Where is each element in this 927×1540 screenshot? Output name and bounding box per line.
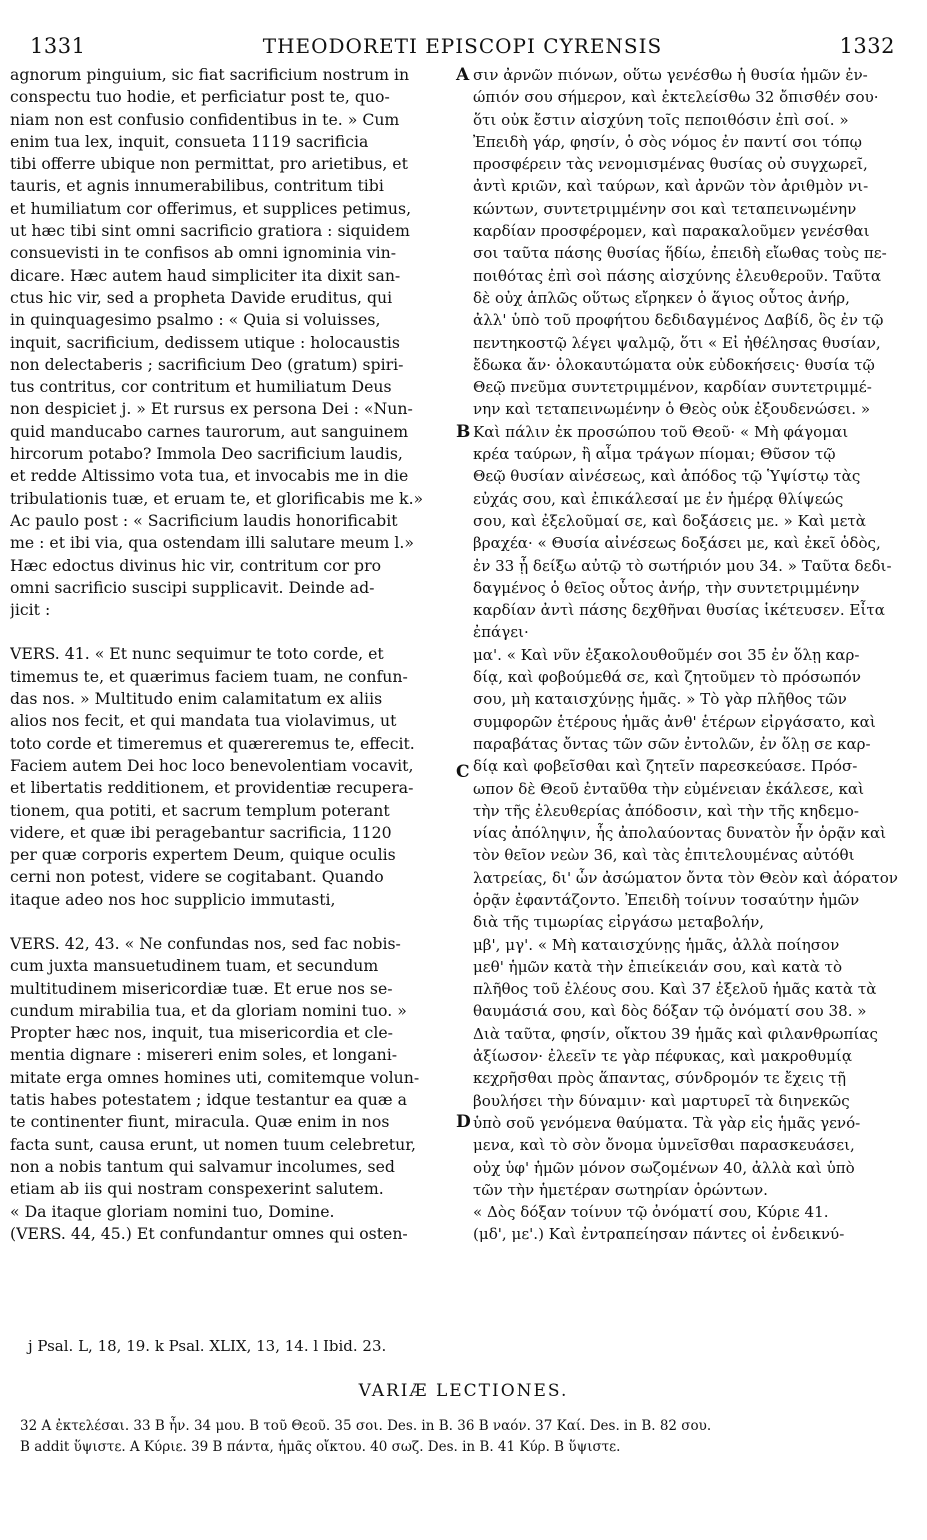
page-number-right: 1332 <box>839 34 895 58</box>
latin-text-line: agnorum pinguium, sic fiat sacrificium nostrum in <box>10 65 410 84</box>
greek-text-line: συμφορῶν ἑτέρους ἡμᾶς ἀνθ' ἑτέρων εἰργάσατο, καὶ <box>473 712 876 731</box>
greek-text-line: ἐν 33 ᾗ δείξω αὐτῷ τὸ σωτήριόν μου 34. » Ταῦτα δεδι- <box>473 556 892 575</box>
greek-text-line: προσφέρειν τὰς νενομισμένας θυσίας οὐ συγχωρεῖ, <box>473 155 868 174</box>
greek-text-line: μεθ' ἡμῶν κατὰ τὴν ἐπιείκειάν σου, καὶ κατὰ τὸ <box>473 957 843 976</box>
latin-text-line: Faciem autem Dei hoc loco benevolentiam vocavit, <box>10 755 414 775</box>
latin-text-line: tionem, qua potiti, et sacrum templum poterant <box>10 800 390 820</box>
greek-text-line: (μδ', με'.) Καὶ ἐντραπείησαν πάντες οἱ ἐνδεικνύ- <box>473 1225 845 1244</box>
paragraph-gap <box>10 911 462 933</box>
variae-lectiones <box>20 1416 900 1458</box>
latin-text-line: jicit : <box>10 600 51 620</box>
greek-text-line: ἔδωκα ἄν· ὁλοκαυτώματα οὐκ εὐδοκήσεις· θυσία τῷ <box>473 355 875 374</box>
greek-text-line: βουλήσει τὴν δύναμιν· καὶ μαρτυρεῖ τὰ διηνεκῶς <box>473 1091 850 1110</box>
latin-text-line: ctus hic vir, sed a propheta Davide eruditus, qui <box>10 287 393 307</box>
latin-text-line: « Da itaque gloriam nomini tuo, Domine. <box>10 1201 335 1221</box>
greek-text-line: νην καὶ τεταπεινωμένην ὁ Θεὸς οὐκ ἐξουδενώσει. » <box>473 400 871 419</box>
greek-text-line: ἀξίωσον· ἐλεεῖν τε γὰρ πέφυκας, καὶ μακροθυμίᾳ <box>473 1047 853 1066</box>
greek-text-line: Θεῷ θυσίαν αἰνέσεως, καὶ ἀπόδος τῷ Ὑψίστῳ τὰς <box>473 467 861 486</box>
greek-text-line: πεντηκοστῷ λέγει ψαλμῷ, ὅτι « Εἰ ἠθέλησας θυσίαν, <box>473 333 881 352</box>
latin-text-line: te continenter fiunt, miracula. Quæ enim in nos <box>10 1112 390 1132</box>
greek-text-line: « Δὸς δόξαν τοίνυν τῷ ὀνόματί σου, Κύριε 41. <box>473 1203 829 1222</box>
greek-text-line: ὅτι οὐκ ἔστιν αἰσχύνη τοῖς πεποιθόσιν ἐπὶ σοί. » <box>473 110 849 129</box>
greek-text-line: σου, μὴ καταισχύνῃς ἡμᾶς. » Τὸ γὰρ πλῆθος τῶν <box>473 690 847 709</box>
latin-text-line: non despiciet j. » Et rursus ex persona Dei : «Nun- <box>10 399 413 419</box>
latin-text-line: VERS. 41. « Et nunc sequimur te toto corde, et <box>10 644 384 664</box>
latin-text-line: cum juxta mansuetudinem tuam, et secundum <box>10 956 379 976</box>
latin-text-line: ut hæc tibi sint omni sacrificio gratiora : siquidem <box>10 221 410 241</box>
running-title: THEODORETI EPISCOPI CYRENSIS <box>262 34 663 58</box>
greek-text-line: καρδίαν ἀντὶ πάσης δεχθῆναι θυσίας ἱκέτευσεν. Εἶτα <box>473 601 885 620</box>
greek-text-line: ὁρᾷν ἐφαντάζοντο. Ἐπειδὴ τοίνυν τοσαύτην ἡμῶν <box>473 890 860 909</box>
greek-text-line: μβ', μγ'. « Μὴ καταισχύνῃς ἡμᾶς, ἀλλὰ ποίησον <box>473 935 840 954</box>
greek-text-line: δὲ οὐχ ἁπλῶς οὕτως εἴρηκεν ὁ ἅγιος οὗτος ἀνήρ, <box>473 288 850 307</box>
greek-text-line: ἀντὶ κριῶν, καὶ ταύρων, καὶ ἀρνῶν τὸν ἀριθμὸν νι- <box>473 177 869 196</box>
latin-text-line: das nos. » Multitudo enim calamitatum ex aliis <box>10 689 383 709</box>
margin-letter-c: C <box>456 762 470 782</box>
greek-text-line: Θεῷ πνεῦμα συντετριμμένον, καρδίαν συντετριμμέ- <box>473 378 872 397</box>
greek-text-line: παραβάτας ὄντας τῶν σῶν ἐντολῶν, ἐν ὅλῃ σε καρ- <box>473 734 871 753</box>
greek-text-line: ἀλλ' ὑπὸ τοῦ προφήτου δεδιδαγμένος Δαβίδ, ὃς ἐν τῷ <box>473 311 884 330</box>
latin-text-line: tibi offerre ubique non permittat, pro arietibus, et <box>10 154 408 174</box>
greek-text-line: τῶν τὴν ἡμετέραν σωτηρίαν ὁρώντων. <box>473 1180 768 1199</box>
latin-text-line: me : et ibi via, qua ostendam illi salutare meum l.» <box>10 533 414 553</box>
greek-text-line: κεχρῆσθαι πρὸς ἅπαντας, σύνδρομόν τε ἔχεις τῇ <box>473 1069 846 1088</box>
greek-text-line: σοι ταῦτα πάσης θυσίας ἥδίω, ἐπειδὴ εἴωθας τοὺς πε- <box>473 244 887 263</box>
latin-text-line: tatis habes potestatem ; idque testantur ea quæ a <box>10 1090 407 1110</box>
greek-text-line: ποιθότας ἐπὶ σοὶ πάσης αἰσχύνης ἐλευθεροῦν. Ταῦτα <box>473 266 882 285</box>
greek-text-line: μενα, καὶ τὸ σὸν ὄνομα ὑμνεῖσθαι παρασκευάσει, <box>473 1136 855 1155</box>
greek-text-line: ώπιόν σου σήμερον, καὶ ἐκτελείσθω 32 ὄπισθέν σου· <box>473 88 879 107</box>
greek-text-line: Καὶ πάλιν ἐκ προσώπου τοῦ Θεοῦ· « Μὴ φάγομαι <box>473 422 849 441</box>
margin-letter-b: B <box>456 422 471 442</box>
greek-text-line: σιν ἀρνῶν πιόνων, οὕτω γενέσθω ἡ θυσία ἡμῶν ἐν- <box>473 66 868 84</box>
latin-text-line: inquit, sacrificium, dedissem utique : holocaustis <box>10 332 400 352</box>
greek-text-line: καρδίαν προσφέρομεν, καὶ παρακαλοῦμεν γενέσθαι <box>473 222 870 241</box>
latin-text-line: et redde Altissimo vota tua, et invocabis me in die <box>10 466 409 486</box>
greek-text-line: λατρείας, δι' ὧν ἀσώματον ὄντα τὸν Θεὸν καὶ ἀόρατον <box>473 868 898 887</box>
latin-text-line: tauris, et agnis innumerabilibus, contritum tibi <box>10 176 384 196</box>
running-header <box>30 34 895 62</box>
greek-text-line: θαυμάσιά σου, καὶ δὸς δόξαν τῷ ὀνόματί σου 38. » <box>473 1002 867 1021</box>
variant-reading-line: 32 A ἐκτελέσαι. 33 B ἦν. 34 μου. B τοῦ Θεοῦ. 35 σοι. Des. in B. 36 B ναόν. 37 Καί. Des. in B. 82 σου. <box>20 1418 712 1434</box>
greek-text-line: μα'. « Καὶ νῦν ἐξακολουθοῦμέν σοι 35 ἐν ὅλῃ καρ- <box>473 645 860 664</box>
latin-text-line: dicare. Hæc autem haud simpliciter ita dixit san- <box>10 265 401 285</box>
variae-lectiones-title: VARIÆ LECTIONES. <box>358 1381 569 1401</box>
latin-text-line: non delectaberis ; sacrificium Deo (gratum) spiri- <box>10 354 404 374</box>
latin-text-line: alios nos fecit, et qui mandata tua violavimus, ut <box>10 711 397 731</box>
greek-text-line: πλῆθος τοῦ ἐλέους σου. Καὶ 37 ἐξελοῦ ἡμᾶς κατὰ τὰ <box>473 980 877 999</box>
greek-text-line: ωπον δὲ Θεοῦ ἐνταῦθα τὴν εὐμένειαν ἐκάλεσε, καὶ <box>473 779 865 798</box>
greek-text-line: τὸν θεῖον νεὼν 36, καὶ τὰς ἐπιτελουμένας αὐτόθι <box>473 846 855 865</box>
latin-text-line: per quæ corporis expertem Deum, quique oculis <box>10 845 396 865</box>
latin-text-line: et humiliatum cor offerimus, et supplices petimus, <box>10 198 412 218</box>
latin-text-line: videre, et quæ ibi peragebantur sacrificia, 1120 <box>10 822 392 842</box>
greek-text-line: Διὰ ταῦτα, φησίν, οἴκτου 39 ἡμᾶς καὶ φιλανθρωπίας <box>473 1024 878 1043</box>
greek-text-line: δαγμένος ὁ θεῖος οὗτος ἀνήρ, τὴν συντετριμμένην <box>473 578 860 597</box>
latin-text-line: hircorum potabo? Immola Deo sacrificium laudis, <box>10 444 403 464</box>
latin-text-line: cundum mirabilia tua, et da gloriam nomini tuo. » <box>10 1000 407 1020</box>
latin-text-line: itaque adeo nos hoc supplicio immutasti, <box>10 889 336 909</box>
greek-text-line: δίᾳ, καὶ φοβούμεθά σε, καὶ ζητοῦμεν τὸ πρόσωπόν <box>473 668 861 687</box>
greek-text-line: ἐπάγει· <box>473 623 529 642</box>
greek-text-line: διὰ τῆς τιμωρίας εἰργάσω μεταβολήν, <box>473 913 765 932</box>
latin-text-line: facta sunt, causa erunt, ut nomen tuum celebretur, <box>10 1134 416 1154</box>
latin-text-line: omni sacrificio suscipi supplicavit. Deinde ad- <box>10 577 375 597</box>
latin-text-line: in quinquagesimo psalmo : « Quia si voluisses, <box>10 310 381 330</box>
latin-text-line: (VERS. 44, 45.) Et confundantur omnes qui osten- <box>10 1223 408 1243</box>
margin-letter-a: A <box>456 65 470 85</box>
greek-text-line: Ἐπειδὴ γάρ, φησίν, ὁ σὸς νόμος ἐν παντί σοι τόπῳ <box>473 132 862 151</box>
latin-text-line: consuevisti in te confisos ab omni ignominia vin- <box>10 243 397 263</box>
latin-text-line: tus contritus, cor contritum et humiliatum Deus <box>10 377 392 397</box>
latin-column <box>10 64 462 1245</box>
greek-text-line: βραχέα· « Θυσία αἰνέσεως δοξάσει με, καὶ ἐκεῖ ὁδὸς, <box>473 534 881 553</box>
latin-text-line: quid manducabo carnes taurorum, aut sanguinem <box>10 421 409 441</box>
greek-column <box>473 64 919 1246</box>
greek-text-line: νίας ἀπόληψιν, ἧς ἀπολαύοντας δυνατὸν ἦν ὁρᾷν καὶ <box>473 824 887 843</box>
greek-text-line: ὑπὸ σοῦ γενόμενα θαύματα. Τὰ γὰρ εἰς ἡμᾶς γενό- <box>473 1113 861 1132</box>
latin-text-line: mentia dignare : misereri enim soles, et longani- <box>10 1045 398 1065</box>
paragraph-gap <box>10 621 462 643</box>
latin-text-line: tribulationis tuæ, et eruam te, et glorificabis me k.» <box>10 488 424 508</box>
page-number-left: 1331 <box>30 34 86 58</box>
footnotes: j Psal. L, 18, 19. k Psal. XLIX, 13, 14. l Ibid. 23. <box>28 1337 387 1355</box>
greek-text-line: κρέα ταύρων, ἢ αἷμα τράγων πίομαι; Θῦσον τῷ <box>473 445 836 464</box>
variant-reading-line: B addit ὕψιστε. A Κύριε. 39 B πάντα, ἡμᾶς οἴκτου. 40 σωζ. Des. in B. 41 Κύρ. B ὕψιστε. <box>20 1439 621 1455</box>
latin-text-line: enim tua lex, inquit, consueta 1119 sacrificia <box>10 131 369 151</box>
latin-text-line: VERS. 42, 43. « Ne confundas nos, sed fac nobis- <box>10 933 401 953</box>
latin-text-line: Hæc edoctus divinus hic vir, contritum cor pro <box>10 555 382 575</box>
latin-text-line: cerni non potest, videre se cogitabant. Quando <box>10 867 384 887</box>
greek-text-line: κώντων, συντετριμμένην σοι καὶ τεταπεινωμένην <box>473 199 857 218</box>
latin-text-line: mitate erga omnes homines uti, comitemque volun- <box>10 1067 420 1087</box>
latin-text-line: multitudinem misericordiæ tuæ. Et erue nos se- <box>10 978 393 998</box>
greek-text-line: εὐχάς σου, καὶ ἐπικάλεσαί με ἐν ἡμέρᾳ θλίψεώς <box>473 489 844 508</box>
latin-text-line: et libertatis redditionem, et providentiæ recupera- <box>10 778 414 798</box>
latin-text-line: niam non est confusio confidentibus in te. » Cum <box>10 109 400 129</box>
margin-letter-d: D <box>456 1112 471 1132</box>
latin-text-line: non a nobis tantum qui salvamur incolumes, sed <box>10 1156 395 1176</box>
greek-text-line: οὐχ ὑφ' ἡμῶν μόνον σωζομένων 40, ἀλλὰ καὶ ὑπὸ <box>473 1158 855 1177</box>
greek-text-line: σου, καὶ ἐξελοῦμαί σε, καὶ δοξάσεις με. » Καὶ μετὰ <box>473 511 866 530</box>
greek-text-line: τὴν τῆς ἐλευθερίας ἀπόδοσιν, καὶ τὴν τῆς κηδεμο- <box>473 801 859 820</box>
latin-text-line: timemus te, et quærimus faciem tuam, ne confun- <box>10 666 408 686</box>
latin-text-line: conspectu tuo hodie, et perficiatur post te, quo- <box>10 87 390 107</box>
greek-text-line: δίᾳ καὶ φοβεῖσθαι καὶ ζητεῖν παρεσκεύασε. Πρόσ- <box>473 757 858 776</box>
latin-text-line: Ac paulo post : « Sacrificium laudis honorificabit <box>10 510 398 530</box>
latin-text-line: Propter hæc nos, inquit, tua misericordia et cle- <box>10 1023 393 1043</box>
latin-text-line: etiam ab iis qui nostram conspexerint salutem. <box>10 1179 384 1199</box>
latin-text-line: toto corde et timeremus et quæreremus te, effecit. <box>10 733 415 753</box>
